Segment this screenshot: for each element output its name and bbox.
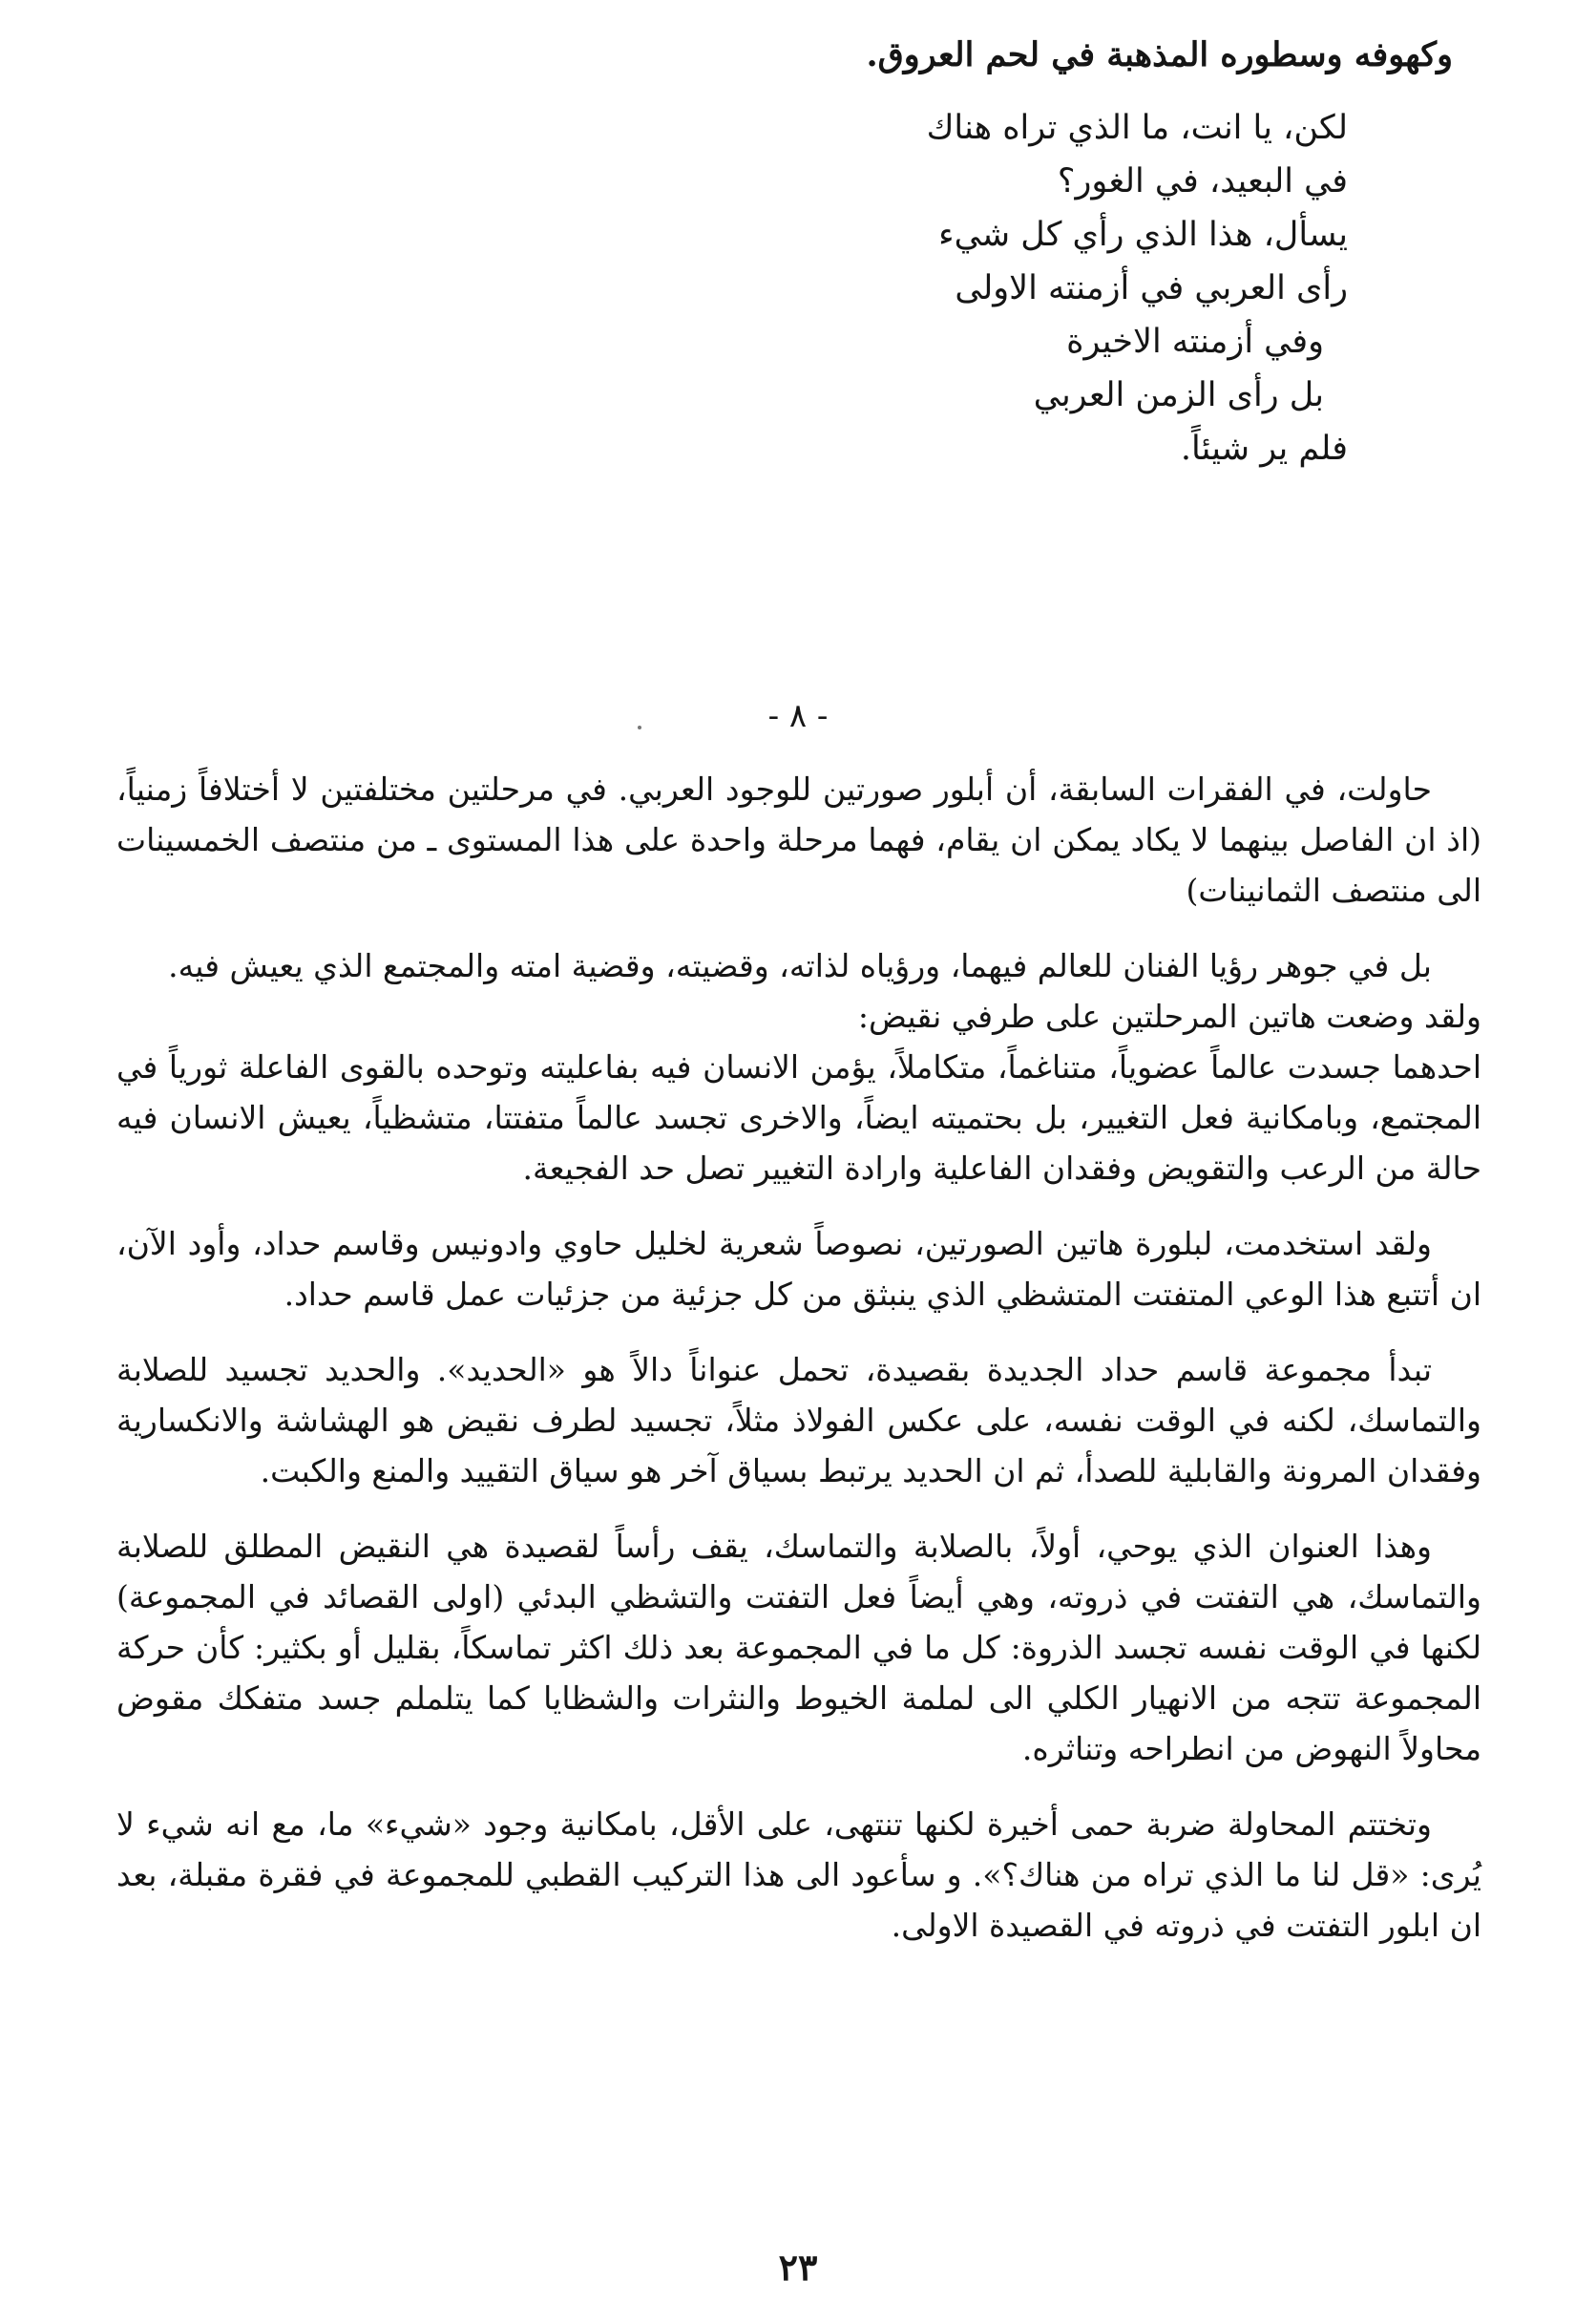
poem-line: يسأل، هذا الذي رأي كل شيء <box>938 216 1348 254</box>
paragraph: ولقد استخدمت، لبلورة هاتين الصورتين، نصوصاً شعرية لخليل حاوي وادونيس وقاسم حداد، وأود الآن، ان أتتبع هذا الوعي المتفتت المتشظي الذي ينبثق من كل جزئية من جزئيات عمل قاسم حداد. <box>116 1225 1481 1313</box>
paragraph: وتختتم المحاولة ضربة حمى أخيرة لكنها تنتهى، على الأقل، بامكانية وجود «شيء» ما، مع انه شيء لا يُرى: «قل لنا ما الذي تراه من هناك؟». و سأعود الى هذا التركيب القطبي للمجموعة في فقرة مقبلة، بعد ان ابلور التفتت في ذروته في القصيدة الاولى. <box>116 1805 1481 1944</box>
poem-line: لكن، يا انت، ما الذي تراه هناك <box>926 109 1348 147</box>
poem-line: في البعيد، في الغور؟ <box>1057 162 1348 201</box>
paragraph: حاولت، في الفقرات السابقة، أن أبلور صورتين للوجود العربي. في مرحلتين مختلفتين لا أختلافاً زمنياً، (اذ ان الفاصل بينهما لا يكاد يمكن ان يقام، فهما مرحلة واحدة على هذا المستوى ـ من منتصف الخمسينات الى منتصف الثمانينات) <box>116 770 1481 909</box>
paragraph: ولقد وضعت هاتين المرحلتين على طرفي نقيض: <box>857 998 1481 1035</box>
section-number: - ٨ - <box>767 697 829 735</box>
poem-line: بل رأى الزمن العربي <box>1033 376 1324 414</box>
poem-line: وفي أزمنته الاخيرة <box>1066 323 1324 361</box>
poem-line: رأى العربي في أزمنته الاولى <box>955 269 1348 307</box>
poem-line: وكهوفه وسطوره المذهبة في لحم العروق. <box>866 35 1453 74</box>
page-number: ٢٣ <box>778 2246 818 2289</box>
paragraph: وهذا العنوان الذي يوحي، أولاً، بالصلابة والتماسك، يقف رأساً لقصيدة هي النقيض المطلق للصلابة والتماسك، هي التفتت في ذروته، وهي أيضاً فعل التفتت والتشظي البدئي (اولى القصائد في المجموعة) لكنها في الوقت نفسه تجسد الذروة: كل ما في المجموعة بعد ذلك اكثر تماسكاً، بقليل أو بكثير: كأن حركة المجموعة تتجه من الانهيار الكلي الى لملمة الخيوط والنثرات والشظايا كما يتلملم جسد متفكك مقوض محاولاً النهوض من انطراحه وتناثره. <box>116 1528 1481 1767</box>
scan-speck <box>638 726 641 729</box>
paragraph: تبدأ مجموعة قاسم حداد الجديدة بقصيدة، تحمل عنواناً دالاً هو «الحديد». والحديد تجسيد للصلابة والتماسك، لكنه في الوقت نفسه، على عكس الفولاذ مثلاً، تجسيد لطرف نقيض هو الهشاشة والانكسارية وفقدان المرونة والقابلية للصدأ، ثم ان الحديد يرتبط بسياق آخر هو سياق التقييد والمنع والكبت. <box>116 1351 1481 1489</box>
poem-excerpt <box>403 29 1453 475</box>
paragraph: بل في جوهر رؤيا الفنان للعالم فيهما، ورؤياه لذاته، وقضيته، وقضية امته والمجتمع الذي يعيش فيه. <box>168 947 1432 984</box>
paragraph: احدهما جسدت عالماً عضوياً، متناغماً، متكاملاً، يؤمن الانسان فيه بفاعليته وتوحده بالقوى الفاعلة ثورياً في المجتمع، وبامكانية فعل التغيير، بل بحتميته ايضاً، والاخرى تجسد عالماً متفتتا، متشظياً، يعيش الانسان فيه حالة من الرعب والتقويض وفقدان الفاعلية وارادة التغيير تصل حد الفجيعة. <box>116 1048 1481 1187</box>
body-text <box>116 764 1481 1975</box>
poem-line: فلم ير شيئاً. <box>1180 430 1348 468</box>
